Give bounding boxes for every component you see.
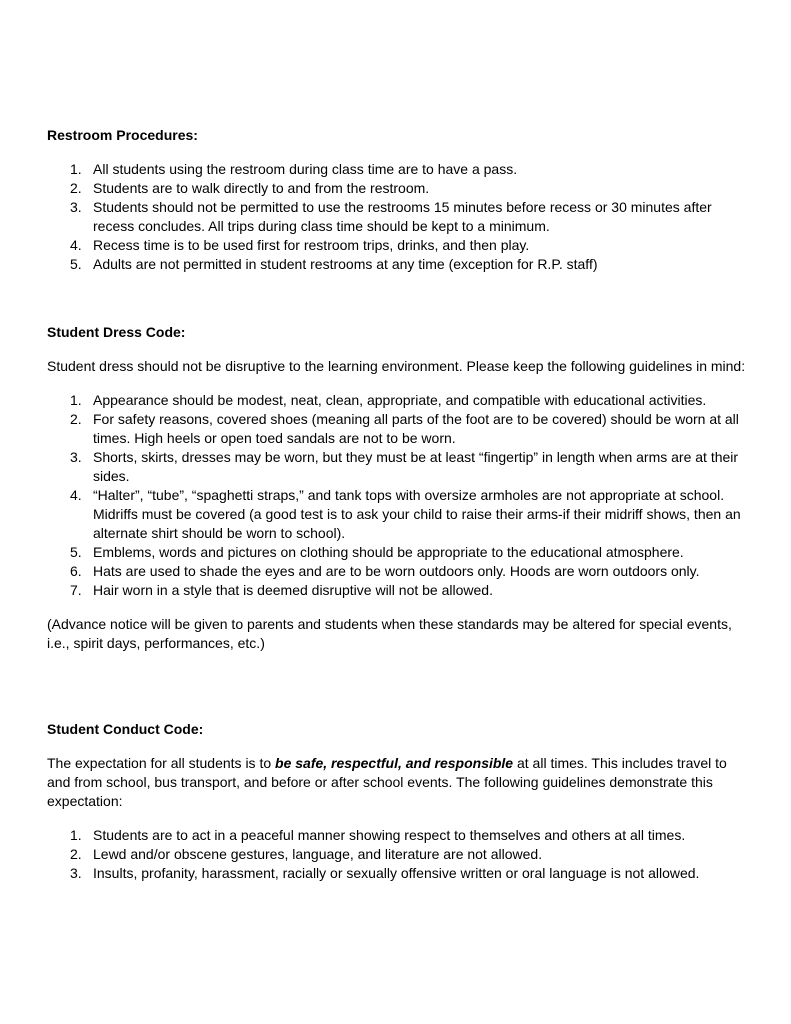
list-item	[47, 410, 747, 448]
list-item-text: Appearance should be modest, neat, clean, appropriate, and compatible with educational activities.	[93, 392, 707, 408]
list-item-text: Lewd and/or obscene gestures, language, and literature are not allowed.	[93, 846, 543, 862]
list-number: 3.	[70, 865, 82, 881]
list-item	[47, 391, 747, 410]
dress-code-intro: Student dress should not be disruptive to the learning environment. Please keep the following guidelines in mind:	[47, 358, 746, 374]
conduct-code-intro	[47, 754, 747, 811]
dress-code-heading: Student Dress Code:	[47, 324, 186, 340]
list-item	[47, 845, 747, 864]
restroom-heading: Restroom Procedures:	[47, 127, 198, 143]
list-item	[47, 198, 747, 236]
list-item	[47, 160, 747, 179]
conduct-code-section	[47, 720, 747, 883]
list-item	[47, 448, 747, 486]
dress-code-section	[47, 323, 747, 653]
list-item-text: Students are to walk directly to and from the restroom.	[93, 180, 430, 196]
list-number: 2.	[70, 411, 82, 427]
list-item	[47, 543, 747, 562]
list-item-text: All students using the restroom during class time are to have a pass.	[93, 161, 518, 177]
list-item-text: Shorts, skirts, dresses may be worn, but they must be at least “fingertip” in length when arms are at their sides.	[93, 449, 739, 484]
list-item-text: Adults are not permitted in student restrooms at any time (exception for R.P. staff)	[93, 256, 598, 272]
conduct-code-heading: Student Conduct Code:	[47, 721, 204, 737]
list-item-text: Insults, profanity, harassment, racially or sexually offensive written or oral language is not allowed.	[93, 865, 700, 881]
conduct-intro-start: The expectation for all students is to	[47, 755, 276, 771]
list-item	[47, 581, 747, 600]
list-number: 4.	[70, 487, 82, 503]
list-number: 1.	[70, 161, 82, 177]
list-item-text: “Halter”, “tube”, “spaghetti straps,” and tank tops with oversize armholes are not appropriate at school. Midriffs must be covered (a good test is to ask your child to raise their arms-if their midriff shows, then an alternate shirt should be worn to school).	[93, 487, 741, 541]
list-item-text: Hair worn in a style that is deemed disruptive will not be allowed.	[93, 582, 493, 598]
list-number: 2.	[70, 846, 82, 862]
list-item-text: Students should not be permitted to use the restrooms 15 minutes before recess or 30 minutes after recess concludes. All trips during class time should be kept to a minimum.	[93, 199, 712, 234]
conduct-intro-end: at all times. This includes travel to and from school, bus transport, and before or after school events. The following guidelines demonstrate this expectation:	[47, 755, 727, 809]
list-number: 6.	[70, 563, 82, 579]
list-item-text: Recess time is to be used first for restroom trips, drinks, and then play.	[93, 237, 530, 253]
list-item	[47, 179, 747, 198]
conduct-code-list	[47, 826, 747, 883]
list-number: 5.	[70, 256, 82, 272]
list-item-text: Hats are used to shade the eyes and are to be worn outdoors only. Hoods are worn outdoors only.	[93, 563, 700, 579]
list-number: 1.	[70, 392, 82, 408]
dress-code-note: (Advance notice will be given to parents and students when these standards may be altered for special events, i.e., spirit days, performances, etc.)	[47, 616, 732, 651]
list-number: 2.	[70, 180, 82, 196]
list-number: 4.	[70, 237, 82, 253]
list-item	[47, 236, 747, 255]
list-item	[47, 255, 747, 274]
list-number: 5.	[70, 544, 82, 560]
restroom-section	[47, 126, 747, 274]
restroom-list	[47, 160, 747, 274]
list-item-text: Students are to act in a peaceful manner showing respect to themselves and others at all times.	[93, 827, 686, 843]
list-number: 1.	[70, 827, 82, 843]
list-item-text: Emblems, words and pictures on clothing should be appropriate to the educational atmosphere.	[93, 544, 684, 560]
list-item	[47, 562, 747, 581]
list-item-text: For safety reasons, covered shoes (meaning all parts of the foot are to be covered) should be worn at all times. High heels or open toed sandals are not to be worn.	[93, 411, 739, 446]
list-item	[47, 826, 747, 845]
list-number: 3.	[70, 199, 82, 215]
dress-code-list	[47, 391, 747, 600]
list-number: 7.	[70, 582, 82, 598]
conduct-intro-emphasis: be safe, respectful, and responsible	[275, 755, 514, 771]
list-item	[47, 486, 747, 543]
list-number: 3.	[70, 449, 82, 465]
list-item	[47, 864, 747, 883]
